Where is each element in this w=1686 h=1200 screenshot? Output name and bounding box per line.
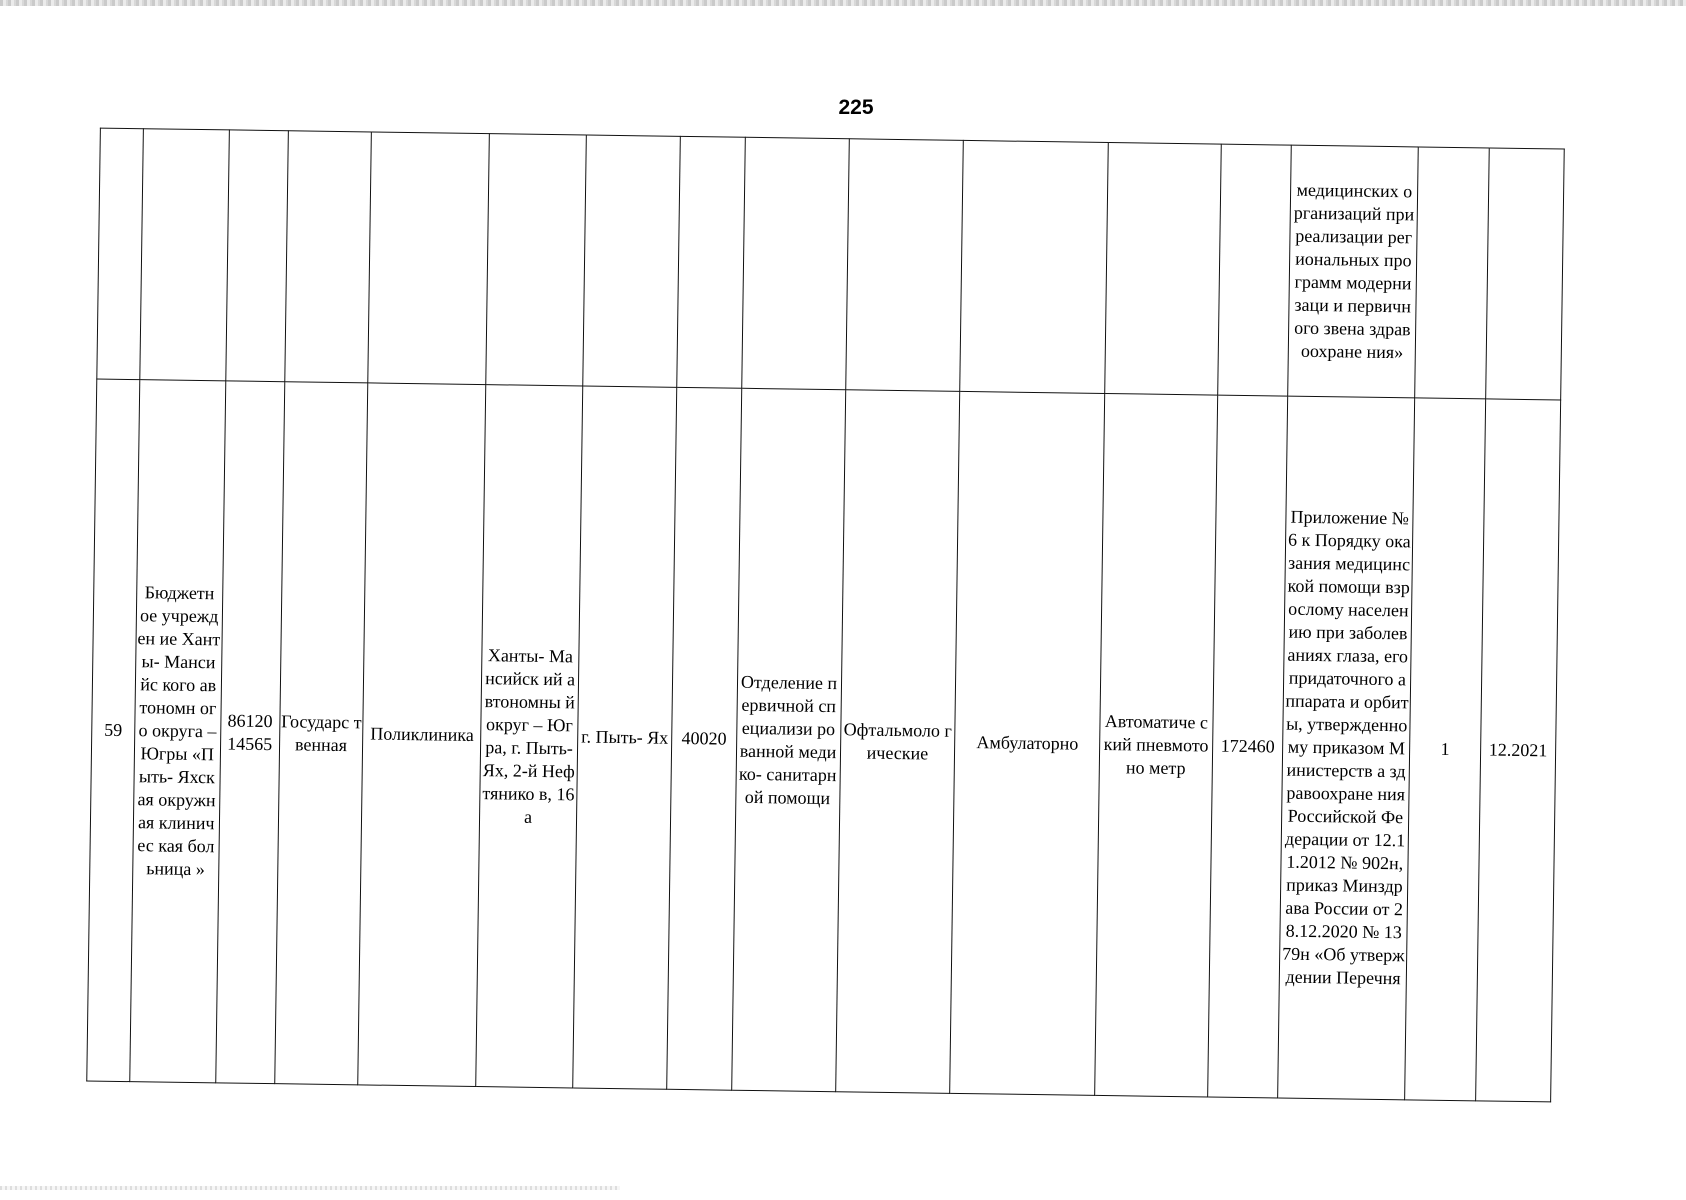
cell-equipment	[1105, 143, 1221, 396]
cell-profile	[845, 139, 963, 392]
cell-locality	[583, 135, 681, 387]
cell-address	[486, 134, 586, 386]
cell-quantity	[1415, 147, 1489, 399]
cell-quantity: 1	[1405, 398, 1486, 1101]
cell-department: Отделение первичной специализи рованной медико- санитарной помощи	[731, 388, 845, 1091]
page-number: 225	[838, 96, 874, 119]
cell-organization: Бюджетн ое учрежден ие Ханты- Мансийс кого автономн ого округа – Югры «Пыть- Яхская окружная клиничес кая больница »	[130, 380, 226, 1083]
scan-edge-bottom	[0, 1186, 620, 1190]
cell-legal-basis: Приложение № 6 к Порядку оказания медицинской помощи взрослому населению при заболеваниях глаза, его придаточного аппарата и орбиты, утвержденно му приказом Министерств а здравоохране ния Российской Федерации от 12.11.2012 № 902н, приказ Минздрава России от 28.12.2020 № 1379н «Об утверждении Перечня	[1278, 396, 1415, 1100]
scan-edge-top	[0, 0, 1686, 6]
table-row	[87, 379, 1561, 1102]
cell-date: 12.2021	[1475, 399, 1560, 1102]
cell-date	[1485, 148, 1564, 400]
cell-organization	[140, 129, 229, 381]
cell-locality-code: 40020	[667, 387, 741, 1090]
equipment-table	[86, 128, 1565, 1103]
cell-equipment-code: 172460	[1207, 395, 1288, 1098]
cell-number: 59	[87, 379, 140, 1082]
table-row-continued	[97, 128, 1564, 400]
cell-code: 86120 14565	[215, 381, 284, 1084]
cell-profile: Офтальмоло гические	[835, 390, 960, 1094]
cell-facility-type	[368, 132, 490, 385]
cell-department	[741, 137, 849, 389]
cell-care-conditions: Амбулаторно	[950, 391, 1105, 1095]
cell-equipment-code	[1217, 144, 1291, 396]
cell-ownership	[284, 131, 371, 383]
cell-facility-type: Поликлиника	[358, 383, 486, 1087]
cell-code	[225, 130, 288, 382]
cell-number	[97, 128, 143, 380]
cell-locality: г. Пыть- Ях	[573, 386, 677, 1089]
cell-ownership: Государс твенная	[274, 382, 368, 1085]
cell-legal-basis-continued: медицинских организаций при реализации региональных программ модернизаци и первичного звена здравоохране ния»	[1288, 145, 1418, 398]
cell-locality-code	[677, 136, 745, 388]
cell-equipment: Автоматиче ский пневмотоно метр	[1095, 393, 1218, 1097]
cell-address: Ханты- Мансийск ий автономны й округ – Югра, г. Пыть-Ях, 2-й Нефтянико в, 16а	[476, 385, 583, 1088]
cell-care-conditions	[960, 140, 1108, 393]
